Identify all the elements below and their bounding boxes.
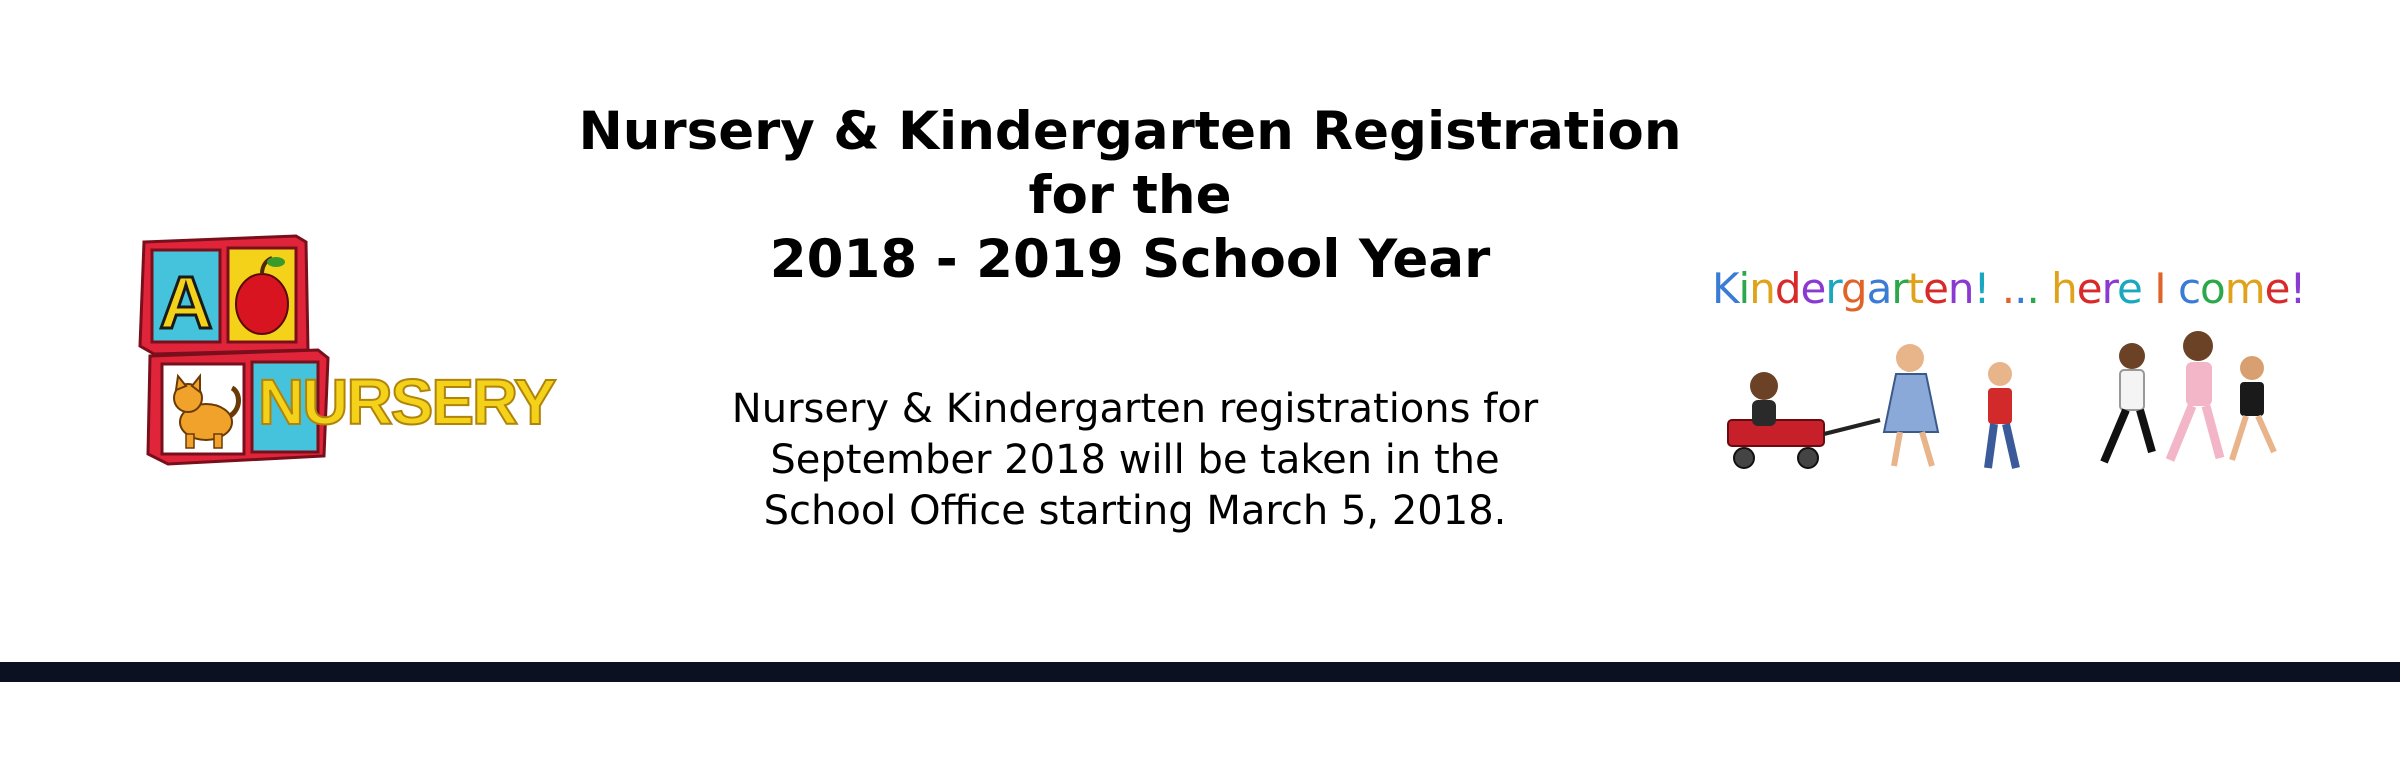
child-pink [2170,331,2220,460]
child-dark-outfit [2232,356,2274,460]
child-blue-dress [1884,344,1938,466]
children-running-icon [1700,320,2320,490]
nursery-logo [128,232,568,472]
kindergarten-caption: Kindergarten! ... here I come! [1712,264,2306,313]
wagon-icon [1728,372,1880,468]
title-line-2: for the [1028,165,1232,226]
child-white-shirt [2104,343,2152,462]
title-line-1: Nursery & Kindergarten Registration [578,101,1682,162]
page-title [500,100,1760,292]
notice-line-3: School Office starting March 5, 2018. [763,488,1507,534]
bottom-divider [0,662,2400,682]
nursery-wordmark: NURSERY [258,366,555,438]
block-letter: A [159,261,213,344]
notice-line-1: Nursery & Kindergarten registrations for [731,386,1539,432]
title-line-3: 2018 - 2019 School Year [769,229,1491,290]
kindergarten-art [1700,250,2320,490]
registration-notice [640,384,1630,537]
notice-line-2: September 2018 will be taken in the [770,437,1500,483]
child-red-shirt [1988,362,2016,468]
